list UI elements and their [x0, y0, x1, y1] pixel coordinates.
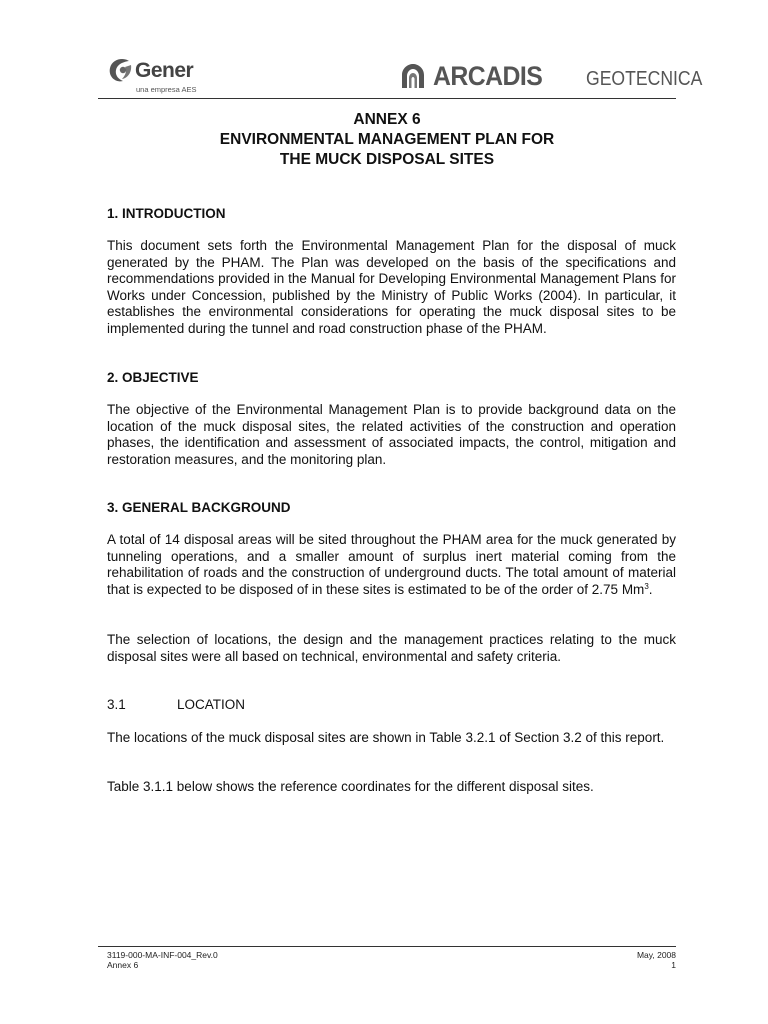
subsection-heading-location — [107, 697, 676, 713]
subsection-number: 3.1 — [107, 697, 126, 712]
footer-doc-code: 3119-000-MA-INF-004_Rev.0 — [107, 950, 218, 960]
arcadis-logo-suffix: GEOTECNICA — [586, 68, 703, 90]
background-text-end: . — [648, 581, 653, 597]
subsection-title: LOCATION — [177, 697, 246, 712]
introduction-paragraph: This document sets forth the Environmental Management Plan for the disposal of muck generated by the PHAM. The Plan was developed on the basis of the specifications and recommendations provided in the Manual for Developing Environmental Management Plans for Works under Concession, published by the Ministry of Public Works (2004). In particular, it establishes the environmental considerations for operating the muck disposal sites to be implemented during the tunnel and road construction phase of the PHAM. — [107, 238, 676, 336]
footer-page-number: 1 — [671, 960, 676, 970]
background-text: A total of 14 disposal areas will be sited throughout the PHAM area for the muck generated by tunneling operations, and a smaller amount of surplus inert material coming from the rehabilitation of roads and the construction of underground ducts. The total amount of material that is expected to be disposed of in these sites is estimated to be of the order of 2.75 Mm — [107, 532, 676, 597]
location-paragraph-1: The locations of the muck disposal sites are shown in Table 3.2.1 of Section 3.2 of this report. — [107, 730, 665, 745]
footer-divider — [98, 946, 676, 947]
footer-date: May, 2008 — [636, 950, 676, 960]
section-heading-general-background: 3. GENERAL BACKGROUND — [107, 500, 291, 515]
location-paragraph-2: Table 3.1.1 below shows the reference coordinates for the different disposal sites. — [107, 779, 594, 794]
gener-swirl-icon — [107, 56, 135, 84]
section-heading-objective: 2. OBJECTIVE — [107, 370, 199, 385]
title-line-3: THE MUCK DISPOSAL SITES — [279, 151, 495, 168]
footer-left — [107, 950, 218, 970]
footer-annex: Annex 6 — [107, 960, 139, 970]
footer-right — [637, 950, 676, 970]
gener-logo — [107, 56, 227, 98]
gener-logo-name: Gener — [135, 59, 194, 82]
arcadis-logo-name: ARCADIS — [433, 61, 543, 91]
general-background-paragraph-2: The selection of locations, the design and the management practices relating to the muck disposal sites were all based on technical, environmental and safety criteria. — [107, 632, 676, 664]
gener-logo-tagline: una empresa AES — [136, 85, 197, 94]
general-background-paragraph-1 — [107, 532, 676, 598]
document-title — [98, 110, 676, 170]
arcadis-emblem-icon — [399, 63, 427, 89]
arcadis-logo — [399, 61, 703, 95]
superscript-exponent: 3 — [644, 581, 649, 591]
title-line-2: ENVIRONMENTAL MANAGEMENT PLAN FOR — [219, 131, 555, 148]
section-heading-introduction: 1. INTRODUCTION — [107, 206, 226, 221]
title-line-1: ANNEX 6 — [353, 111, 421, 128]
objective-paragraph: The objective of the Environmental Management Plan is to provide background data on the location of the muck disposal sites, the related activities of the construction and operation phases, the identification and assessment of associated impacts, the control, mitigation and restoration measures, and the monitoring plan. — [107, 402, 676, 467]
header-divider — [98, 98, 676, 99]
